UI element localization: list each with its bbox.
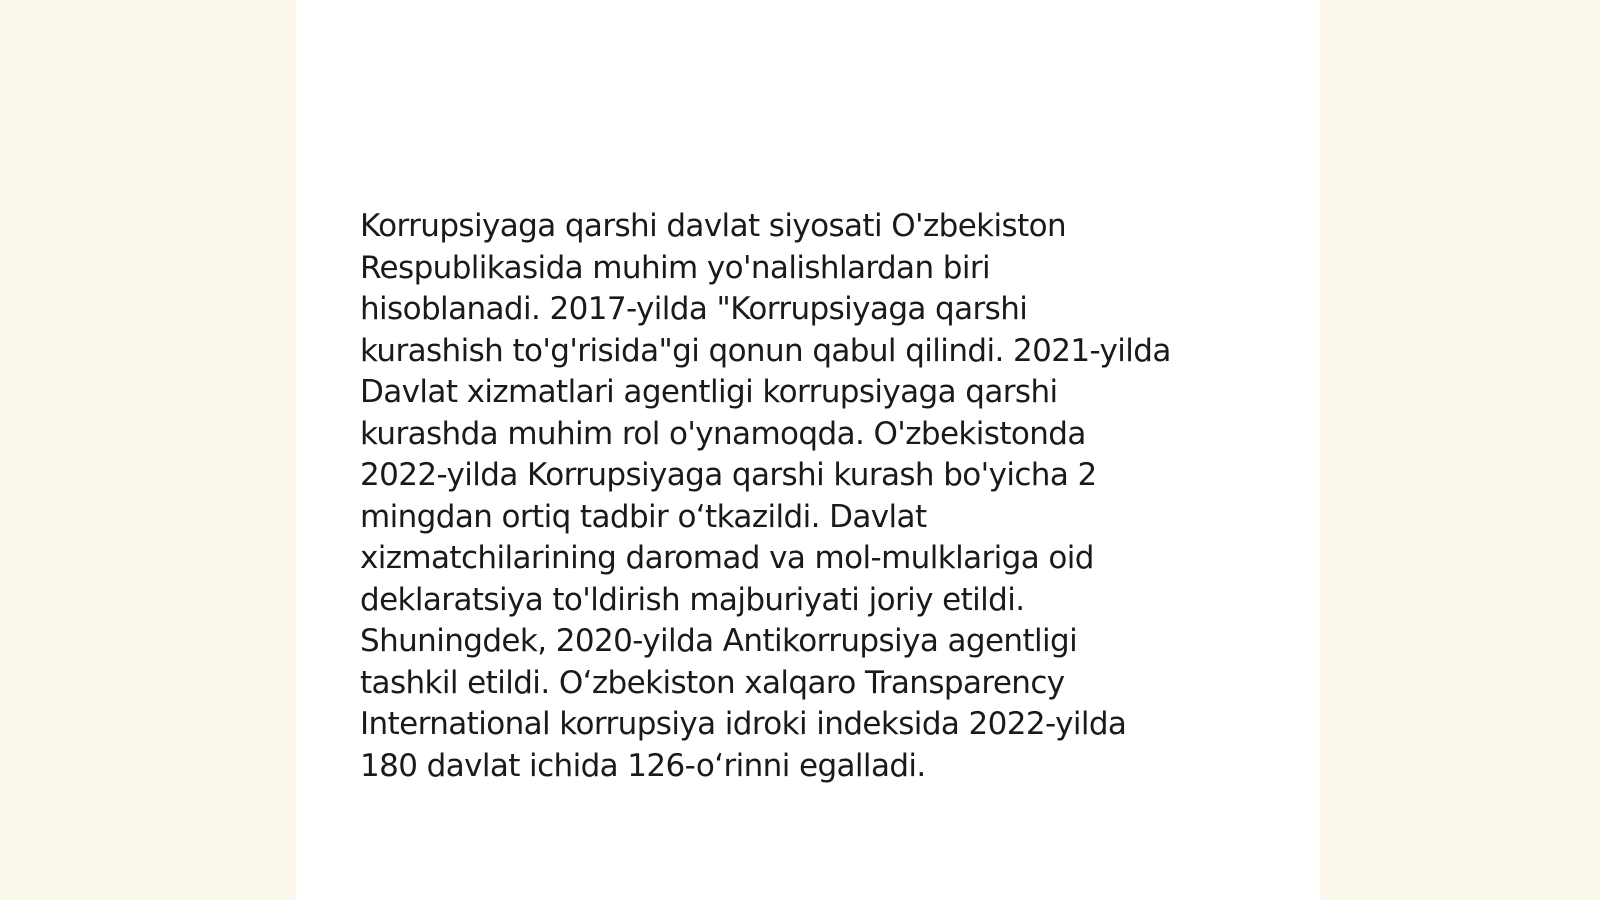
document-page [296,0,1320,900]
text-line: deklaratsiya to'ldirish majburiyati joriy etildi. [360,581,1025,618]
text-line: mingdan ortiq tadbir oʻtkazildi. Davlat [360,498,927,535]
text-line: kurashda muhim rol o'ynamoqda. O'zbekistonda [360,415,1086,452]
text-line: Davlat xizmatlari agentligi korrupsiyaga qarshi [360,374,1058,410]
text-line: tashkil etildi. Oʻzbekiston xalqaro Transparency [360,664,1065,701]
text-line: Respublikasida muhim yo'nalishlardan biri [360,249,990,286]
text-line: Shuningdek, 2020-yilda Antikorrupsiya agentligi [360,623,1078,659]
text-line: 2022-yilda Korrupsiyaga qarshi kurash bo'yicha 2 [360,457,1097,493]
text-line: 180 davlat ichida 126-oʻrinni egalladi. [360,747,926,784]
text-line: hisoblanadi. 2017-yilda "Korrupsiyaga qarshi [360,291,1028,327]
text-line: xizmatchilarining daromad va mol-mulklariga oid [360,540,1094,576]
text-line: Korrupsiyaga qarshi davlat siyosati O'zbekiston [360,208,1067,244]
text-line: International korrupsiya idroki indeksida 2022-yilda [360,706,1127,742]
text-line: kurashish to'g'risida"gi qonun qabul qilindi. 2021-yilda [360,332,1171,369]
body-paragraph [360,206,1260,787]
